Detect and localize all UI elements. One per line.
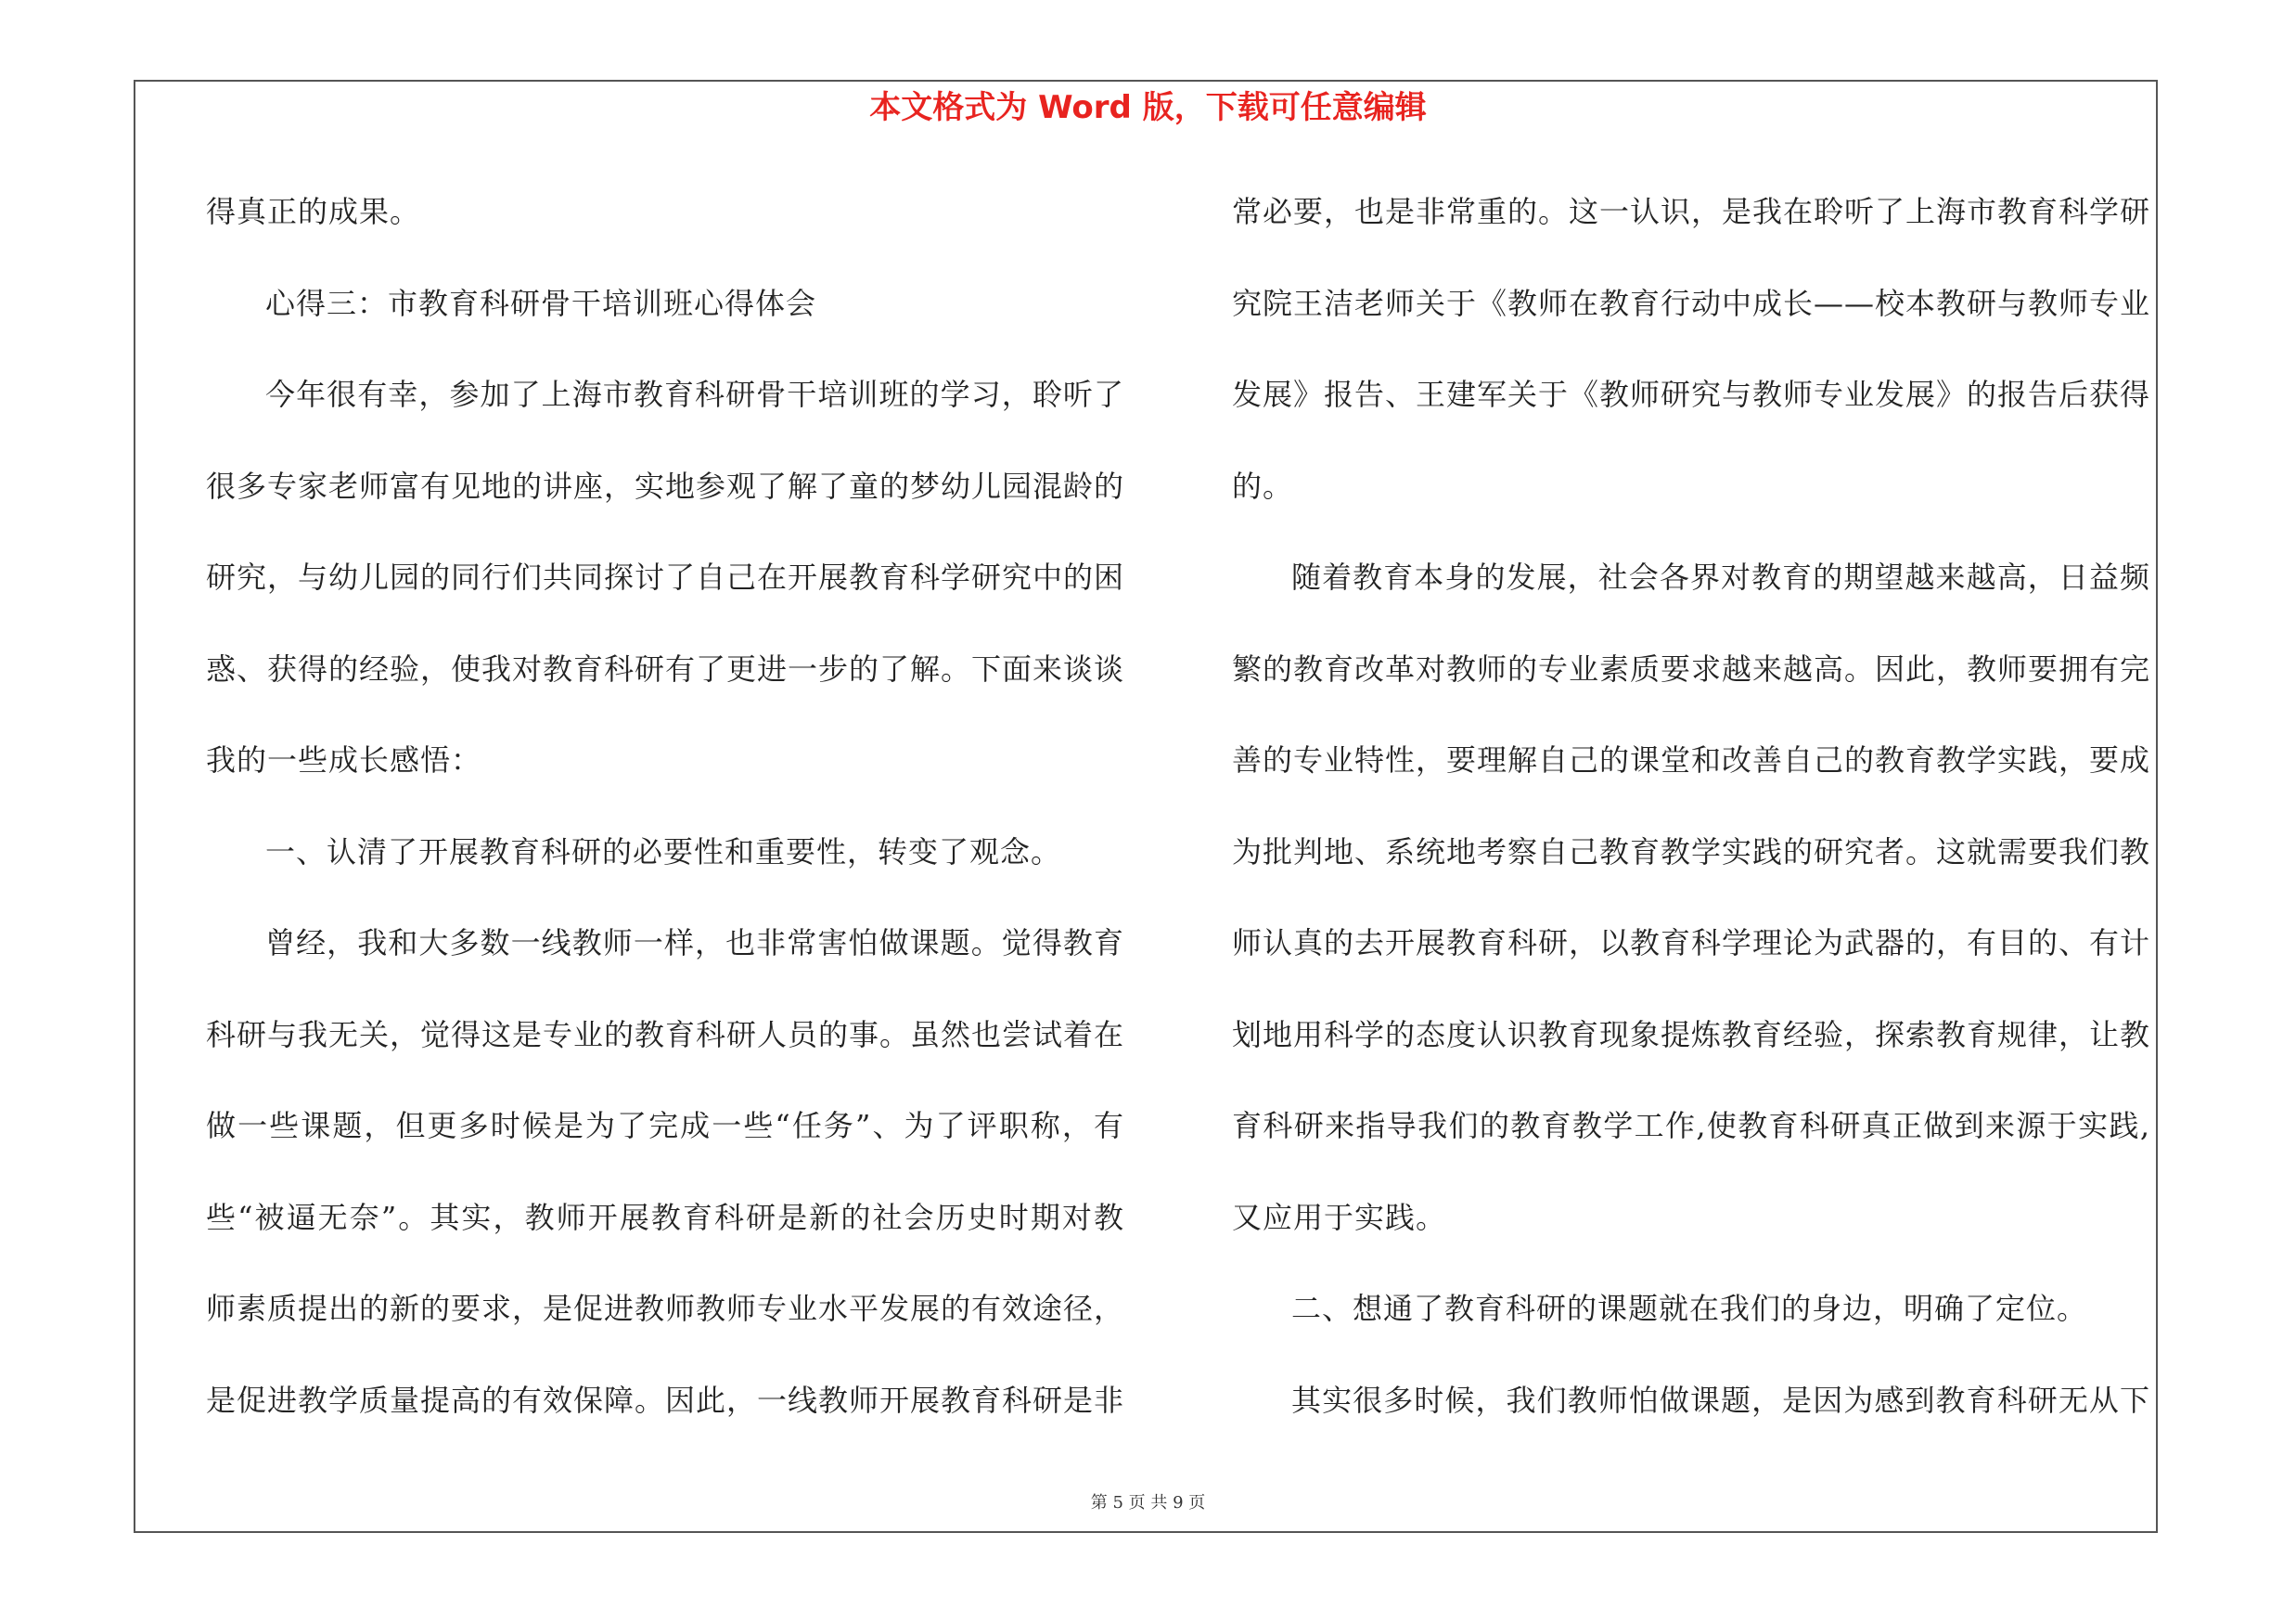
text-line: 育科研来指导我们的教育教学工作,使教育科研真正做到来源于实践,	[1232, 1108, 2150, 1143]
page-number-footer: 第 5 页 共 9 页	[1090, 1493, 1206, 1513]
text-line: 师认真的去开展教育科研，以教育科学理论为武器的，有目的、有计	[1232, 925, 2151, 960]
text-line: 究院王洁老师关于《教师在教育行动中成长——校本教研与教师专业	[1232, 285, 2151, 321]
text-line: 繁的教育改革对教师的专业素质要求越来越高。因此，教师要拥有完	[1232, 650, 2151, 687]
text-line: 曾经，我和大多数一线教师一样，也非常害怕做课题。觉得教育	[265, 925, 1124, 960]
text-line: 得真正的成果。	[206, 194, 421, 229]
text-line: 做一些课题，但更多时候是为了完成一些“任务”、为了评职称，有	[206, 1108, 1124, 1143]
text-line: 为批判地、系统地考察自己教育教学实践的研究者。这就需要我们教	[1232, 833, 2151, 869]
text-line: 研究，与幼儿园的同行们共同探讨了自己在开展教育科学研究中的困	[206, 560, 1125, 595]
text-line: 我的一些成长感悟：	[206, 742, 482, 778]
text-line: 二、想通了教育科研的课题就在我们的身边，明确了定位。	[1291, 1291, 2088, 1326]
text-line: 师素质提出的新的要求，是促进教师教师专业水平发展的有效途径，	[206, 1291, 1125, 1326]
text-line: 善的专业特性，要理解自己的课堂和改善自己的教育教学实践，要成	[1232, 742, 2151, 778]
text-line: 科研与我无关，觉得这是专业的教育科研人员的事。虽然也尝试着在	[206, 1016, 1125, 1052]
text-line: 惑、获得的经验，使我对教育科研有了更进一步的了解。下面来谈谈	[206, 650, 1125, 687]
text-line: 一、认清了开展教育科研的必要性和重要性，转变了观念。	[265, 833, 1062, 869]
text-line: 很多专家老师富有见地的讲座，实地参观了解了童的梦幼儿园混龄的	[206, 468, 1125, 504]
text-line: 是促进教学质量提高的有效保障。因此，一线教师开展教育科研是非	[206, 1382, 1125, 1418]
text-line: 今年很有幸，参加了上海市教育科研骨干培训班的学习，聆听了	[265, 377, 1124, 412]
text-line: 心得三：市教育科研骨干培训班心得体会	[265, 285, 817, 321]
format-banner: 本文格式为 Word 版，下载可任意编辑	[869, 89, 1427, 126]
text-line: 划地用科学的态度认识教育现象提炼教育经验，探索教育规律，让教	[1232, 1016, 2151, 1052]
text-line: 发展》报告、王建军关于《教师研究与教师专业发展》的报告后获得	[1232, 377, 2151, 412]
text-line: 其实很多时候，我们教师怕做课题，是因为感到教育科研无从下	[1291, 1382, 2150, 1418]
text-line: 又应用于实践。	[1232, 1199, 1447, 1235]
text-line: 的。	[1232, 468, 1294, 504]
text-line: 常必要，也是非常重的。这一认识，是我在聆听了上海市教育科学研	[1232, 194, 2151, 229]
right-column	[1232, 182, 2150, 1462]
text-line: 随着教育本身的发展，社会各界对教育的期望越来越高，日益频	[1291, 560, 2150, 595]
left-column	[206, 182, 1124, 1462]
text-line: 些“被逼无奈”。其实，教师开展教育科研是新的社会历史时期对教	[206, 1199, 1124, 1235]
